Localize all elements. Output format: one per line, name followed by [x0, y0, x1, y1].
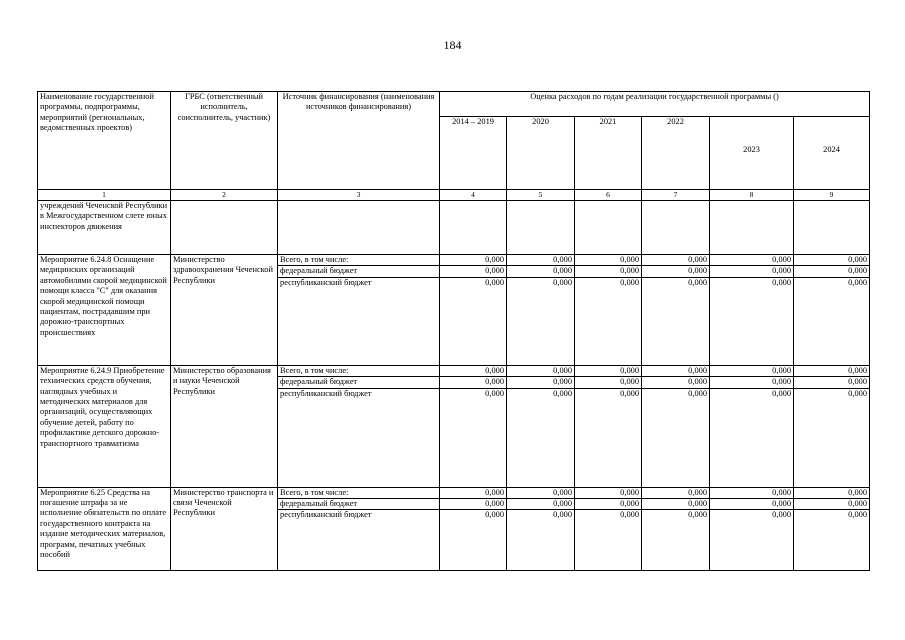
column-number: 4	[440, 190, 507, 201]
amount-cell: 0,000	[642, 377, 710, 388]
amount-cell: 0,000	[440, 487, 507, 498]
financing-source: республиканский бюджет	[278, 277, 440, 365]
measure-name: учреждений Чеченской Республики в Межгосударственном слете юных инспекторов движения	[38, 201, 171, 255]
amount-cell: 0,000	[507, 510, 575, 571]
financing-source: Всего, в том числе:	[278, 365, 440, 376]
amount-cell: 0,000	[575, 277, 642, 365]
amount-cell: 0,000	[794, 377, 870, 388]
column-number: 7	[642, 190, 710, 201]
amount-cell: 0,000	[794, 266, 870, 277]
column-number: 5	[507, 190, 575, 201]
header-source: Источник финансирования (наименования источников финансирования)	[278, 92, 440, 190]
financing-row	[38, 487, 870, 498]
amount-cell: 0,000	[507, 266, 575, 277]
amount-cell: 0,000	[575, 377, 642, 388]
amount-cell: 0,000	[794, 487, 870, 498]
amount-cell: 0,000	[794, 388, 870, 487]
amount-cell: 0,000	[642, 266, 710, 277]
amount-cell: 0,000	[575, 255, 642, 266]
header-year: 2021	[575, 117, 642, 190]
amount-cell: 0,000	[794, 277, 870, 365]
amount-cell: 0,000	[642, 255, 710, 266]
amount-cell: 0,000	[507, 365, 575, 376]
amount-cell: 0,000	[642, 487, 710, 498]
amount-cell: 0,000	[642, 388, 710, 487]
amount-cell: 0,000	[710, 388, 794, 487]
amount-cell: 0,000	[642, 510, 710, 571]
amount-cell: 0,000	[710, 365, 794, 376]
header-years-title: Оценка расходов по годам реализации государственной программы ()	[440, 92, 870, 117]
amount-cell: 0,000	[575, 510, 642, 571]
amount-cell: 0,000	[794, 510, 870, 571]
column-number: 9	[794, 190, 870, 201]
amount-cell: 0,000	[440, 255, 507, 266]
measure-name: Мероприятие 6.25 Средства на погашение штрафа за не исполнение обязательств по оплате государственного контракта на издание методических материалов, программ, печатных учебных пособий	[38, 487, 171, 571]
financing-source: Всего, в том числе:	[278, 487, 440, 498]
amount-cell: 0,000	[507, 487, 575, 498]
measure-grbs: Министерство образования и науки Чеченской Республики	[171, 365, 278, 487]
amount-cell: 0,000	[507, 377, 575, 388]
measure-grbs: Министерство транспорта и связи Чеченской Республики	[171, 487, 278, 571]
financing-row	[38, 365, 870, 376]
column-number-row	[38, 190, 870, 201]
header-name: Наименование государственной программы, подпрограммы, мероприятий (региональных, ведомственных проектов)	[38, 92, 171, 190]
measure-name: Мероприятие 6.24.8 Оснащение медицинских организаций автомобилями скорой медицинской помощи класса "С" для оказания скорой медицинской помощи пациентам, пострадавшим при дорожно-транспортных происшествиях	[38, 255, 171, 366]
header-year: 2014 – 2019	[440, 117, 507, 190]
financing-source: Всего, в том числе:	[278, 255, 440, 266]
financing-source: федеральный бюджет	[278, 266, 440, 277]
amount-cell: 0,000	[507, 255, 575, 266]
column-number: 1	[38, 190, 171, 201]
amount-cell: 0,000	[575, 499, 642, 510]
financing-source: федеральный бюджет	[278, 499, 440, 510]
header-year: 2023	[710, 117, 794, 190]
amount-cell: 0,000	[440, 377, 507, 388]
column-number: 6	[575, 190, 642, 201]
amount-cell: 0,000	[710, 377, 794, 388]
amount-cell: 0,000	[575, 388, 642, 487]
amount-cell: 0,000	[440, 388, 507, 487]
column-number: 3	[278, 190, 440, 201]
amount-cell: 0,000	[794, 255, 870, 266]
amount-cell: 0,000	[642, 277, 710, 365]
amount-cell: 0,000	[440, 277, 507, 365]
amount-cell: 0,000	[710, 255, 794, 266]
amount-cell: 0,000	[507, 388, 575, 487]
header-year: 2022	[642, 117, 710, 190]
header-year: 2024	[794, 117, 870, 190]
amount-cell: 0,000	[440, 499, 507, 510]
amount-cell: 0,000	[710, 277, 794, 365]
amount-cell: 0,000	[794, 365, 870, 376]
amount-cell: 0,000	[642, 499, 710, 510]
budget-table	[37, 91, 870, 571]
financing-source: республиканский бюджет	[278, 388, 440, 487]
amount-cell: 0,000	[710, 499, 794, 510]
page-number: 184	[443, 38, 462, 52]
amount-cell: 0,000	[710, 266, 794, 277]
column-number: 8	[710, 190, 794, 201]
amount-cell: 0,000	[794, 499, 870, 510]
financing-row	[38, 255, 870, 266]
amount-cell: 0,000	[575, 487, 642, 498]
measure-grbs: Министерство здравоохранения Чеченской Республики	[171, 255, 278, 366]
continuation-row	[38, 201, 870, 255]
amount-cell: 0,000	[575, 365, 642, 376]
financing-source: федеральный бюджет	[278, 377, 440, 388]
header-grbs: ГРБС (ответственный исполнитель, соисполнитель, участник)	[171, 92, 278, 190]
amount-cell: 0,000	[710, 510, 794, 571]
header-year: 2020	[507, 117, 575, 190]
amount-cell: 0,000	[575, 266, 642, 277]
amount-cell: 0,000	[507, 277, 575, 365]
column-number: 2	[171, 190, 278, 201]
amount-cell: 0,000	[642, 365, 710, 376]
amount-cell: 0,000	[710, 487, 794, 498]
amount-cell: 0,000	[440, 266, 507, 277]
amount-cell: 0,000	[507, 499, 575, 510]
financing-source: республиканский бюджет	[278, 510, 440, 571]
amount-cell: 0,000	[440, 510, 507, 571]
amount-cell: 0,000	[440, 365, 507, 376]
measure-name: Мероприятие 6.24.9 Приобретение технических средств обучения, наглядных учебных и методических материалов для организаций, осуществляющих обучение детей, работу по профилактике детского дорожно-транспортного травматизма	[38, 365, 171, 487]
